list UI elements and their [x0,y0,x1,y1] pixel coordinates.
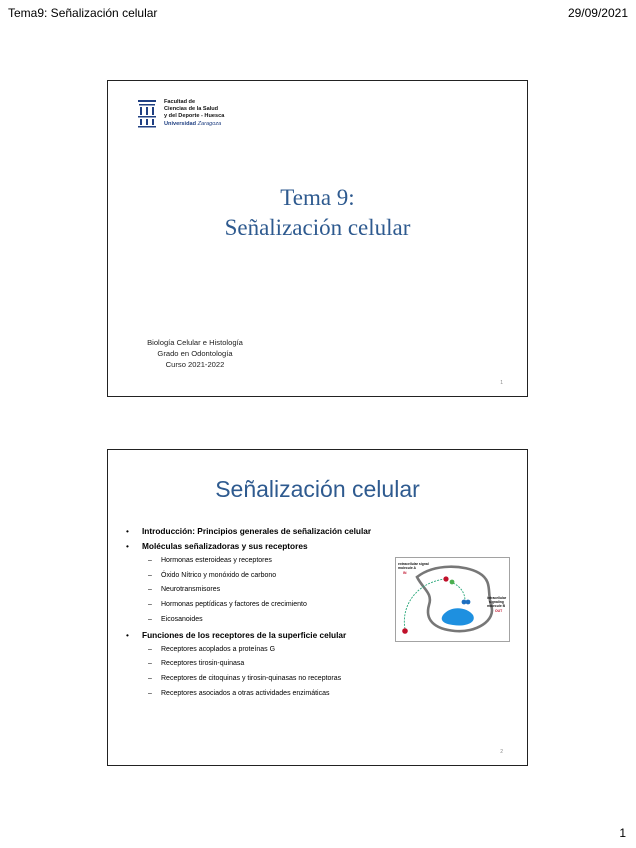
logo-university: Universidad [164,120,197,127]
outline-item: • Introducción: Principios generales de señalización celular [124,524,414,539]
document-header-date: 29/09/2021 [567,6,628,20]
outline-item: • Funciones de los receptores de la superficie celular [124,628,414,643]
outline-subitem: – Óxido Nítrico y monóxido de carbono [124,569,414,584]
slide-2-title: Señalización celular [215,476,420,502]
outline-subitem: – Receptores tirosin-quinasa [124,657,414,672]
document-header-title: Tema9: Señalización celular [8,6,158,20]
slide-1-title-line-1: Tema 9: [280,185,355,210]
outline-subitem: – Receptores de citoquinas y tirosin-quinasas no receptoras [124,672,414,687]
outline-subitem: – Receptores asociados a otras actividades enzimáticas [124,687,414,702]
outline-subitem: – Hormonas peptídicas y factores de crecimiento [124,598,414,613]
page-number: 1 [619,826,626,840]
logo-city: Zaragoza [197,120,222,127]
diagram-label-out: OUT [495,609,503,613]
slide-number: 2 [500,749,503,755]
course-degree: Grado en Odontología [157,349,233,358]
course-year: Curso 2021-2022 [165,360,225,369]
diagram-label-b1: intracellular [487,596,507,600]
logo-line: Ciencias de la Salud [164,106,219,113]
logo-line: y del Deporte - Huesca [164,113,225,120]
diagram-label-in: IN [403,571,407,575]
course-info [130,337,260,370]
slide-2-outline [124,524,414,701]
university-logo [134,99,254,133]
outline-subitem: – Hormonas esteroideas y receptores [124,554,414,569]
logo-line: Facultad de [164,99,196,105]
outline-subitem: – Neurotransmisores [124,583,414,598]
cell-signaling-diagram [395,557,510,642]
slide-number: 1 [500,380,503,386]
diagram-label-a1: extracellular signal [398,562,429,566]
slide-1-title [108,183,527,243]
outline-subitem: – Receptores acoplados a proteínas G [124,643,414,658]
course-subject: Biología Celular e Histología [147,338,243,347]
diagram-label-a2: molecule A [398,566,416,570]
university-crest-icon [134,99,160,129]
diagram-label-b2: signaling [489,600,504,604]
slide-2 [107,449,528,766]
diagram-label-b3: molecule B [487,604,506,608]
slide-1-title-line-2: Señalización celular [224,215,411,240]
slide-1 [107,80,528,397]
outline-subitem: – Eicosanoides [124,613,414,628]
outline-item: • Moléculas señalizadoras y sus receptores [124,539,414,554]
